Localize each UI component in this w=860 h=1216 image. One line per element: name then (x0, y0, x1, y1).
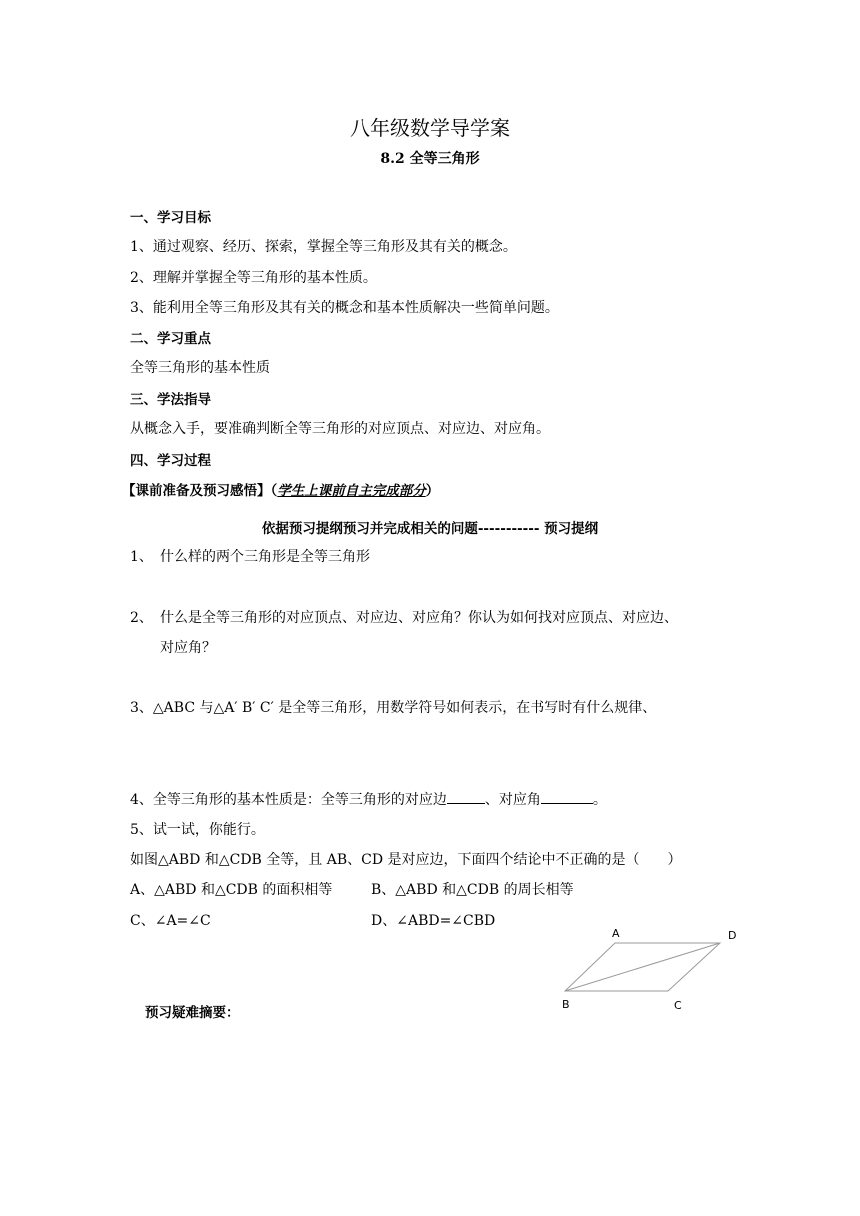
difficulty-summary-label: 预习疑难摘要： (145, 1005, 240, 1021)
question-1-number: 1、 (130, 549, 153, 565)
prep-note: 学生上课前自主完成部分 (277, 483, 426, 499)
question-2-line-2: 对应角？ (160, 640, 216, 656)
prep-label: 【课前准备及预习感悟】（ (122, 483, 278, 499)
question-4-part-3: 。 (592, 792, 607, 808)
question-4-part-1: 4、全等三角形的基本性质是：全等三角形的对应边 (130, 792, 447, 808)
question-3-text: 3、△ABC 与△A′ B′ C′ 是全等三角形，用数学符号如何表示，在书写时有什么规律、 (130, 700, 657, 716)
page-subtitle: 8.2 全等三角形 (380, 151, 480, 167)
focus-text: 全等三角形的基本性质 (130, 360, 270, 376)
option-c: C、∠A=∠C (130, 913, 211, 929)
diagonal-bd (565, 943, 720, 991)
option-b: B、△ABD 和△CDB 的周长相等 (371, 882, 574, 898)
question-5-stem: 如图△ABD 和△CDB 全等，且 AB、CD 是对应边，下面四个结论中不正确的是（ ） (130, 852, 682, 868)
answer-blank-sides[interactable] (447, 790, 485, 804)
option-a: A、△ABD 和△CDB 的面积相等 (130, 882, 333, 898)
question-5-text: 5、试一试，你能行。 (130, 822, 265, 838)
objective-item: 3、能利用全等三角形及其有关的概念和基本性质解决一些简单问题。 (130, 300, 559, 316)
section-heading-process: 四、学习过程 (130, 453, 211, 469)
answer-blank-angles[interactable] (541, 790, 593, 804)
section-heading-focus: 二、学习重点 (130, 331, 211, 347)
option-d: D、∠ABD=∠CBD (371, 913, 496, 929)
objective-item: 2、理解并掌握全等三角形的基本性质。 (130, 270, 377, 286)
prep-heading (122, 479, 439, 499)
objective-item: 1、通过观察、经历、探索，掌握全等三角形及其有关的概念。 (130, 239, 517, 255)
vertex-label-d: D (728, 929, 737, 942)
vertex-label-a: A (612, 927, 620, 940)
prep-close: ） (425, 483, 440, 499)
question-1-text: 什么样的两个三角形是全等三角形 (160, 549, 370, 565)
question-4 (130, 789, 607, 809)
vertex-label-c: C (674, 999, 682, 1012)
method-text: 从概念入手，要准确判断全等三角形的对应顶点、对应边、对应角。 (130, 421, 550, 437)
question-2-line-1: 什么是全等三角形的对应顶点、对应边、对应角？你认为如何找对应顶点、对应边、 (160, 610, 678, 626)
parallelogram-figure (550, 920, 750, 1020)
page-title: 八年级数学导学案 (350, 116, 510, 140)
section-heading-objectives: 一、学习目标 (130, 210, 211, 226)
question-4-part-2: 、对应角 (484, 792, 541, 808)
section-heading-method: 三、学法指导 (130, 392, 211, 408)
outline-heading: 依据预习提纲预习并完成相关的问题----------- 预习提纲 (261, 521, 599, 537)
question-2-number: 2、 (130, 610, 153, 626)
vertex-label-b: B (562, 998, 570, 1011)
